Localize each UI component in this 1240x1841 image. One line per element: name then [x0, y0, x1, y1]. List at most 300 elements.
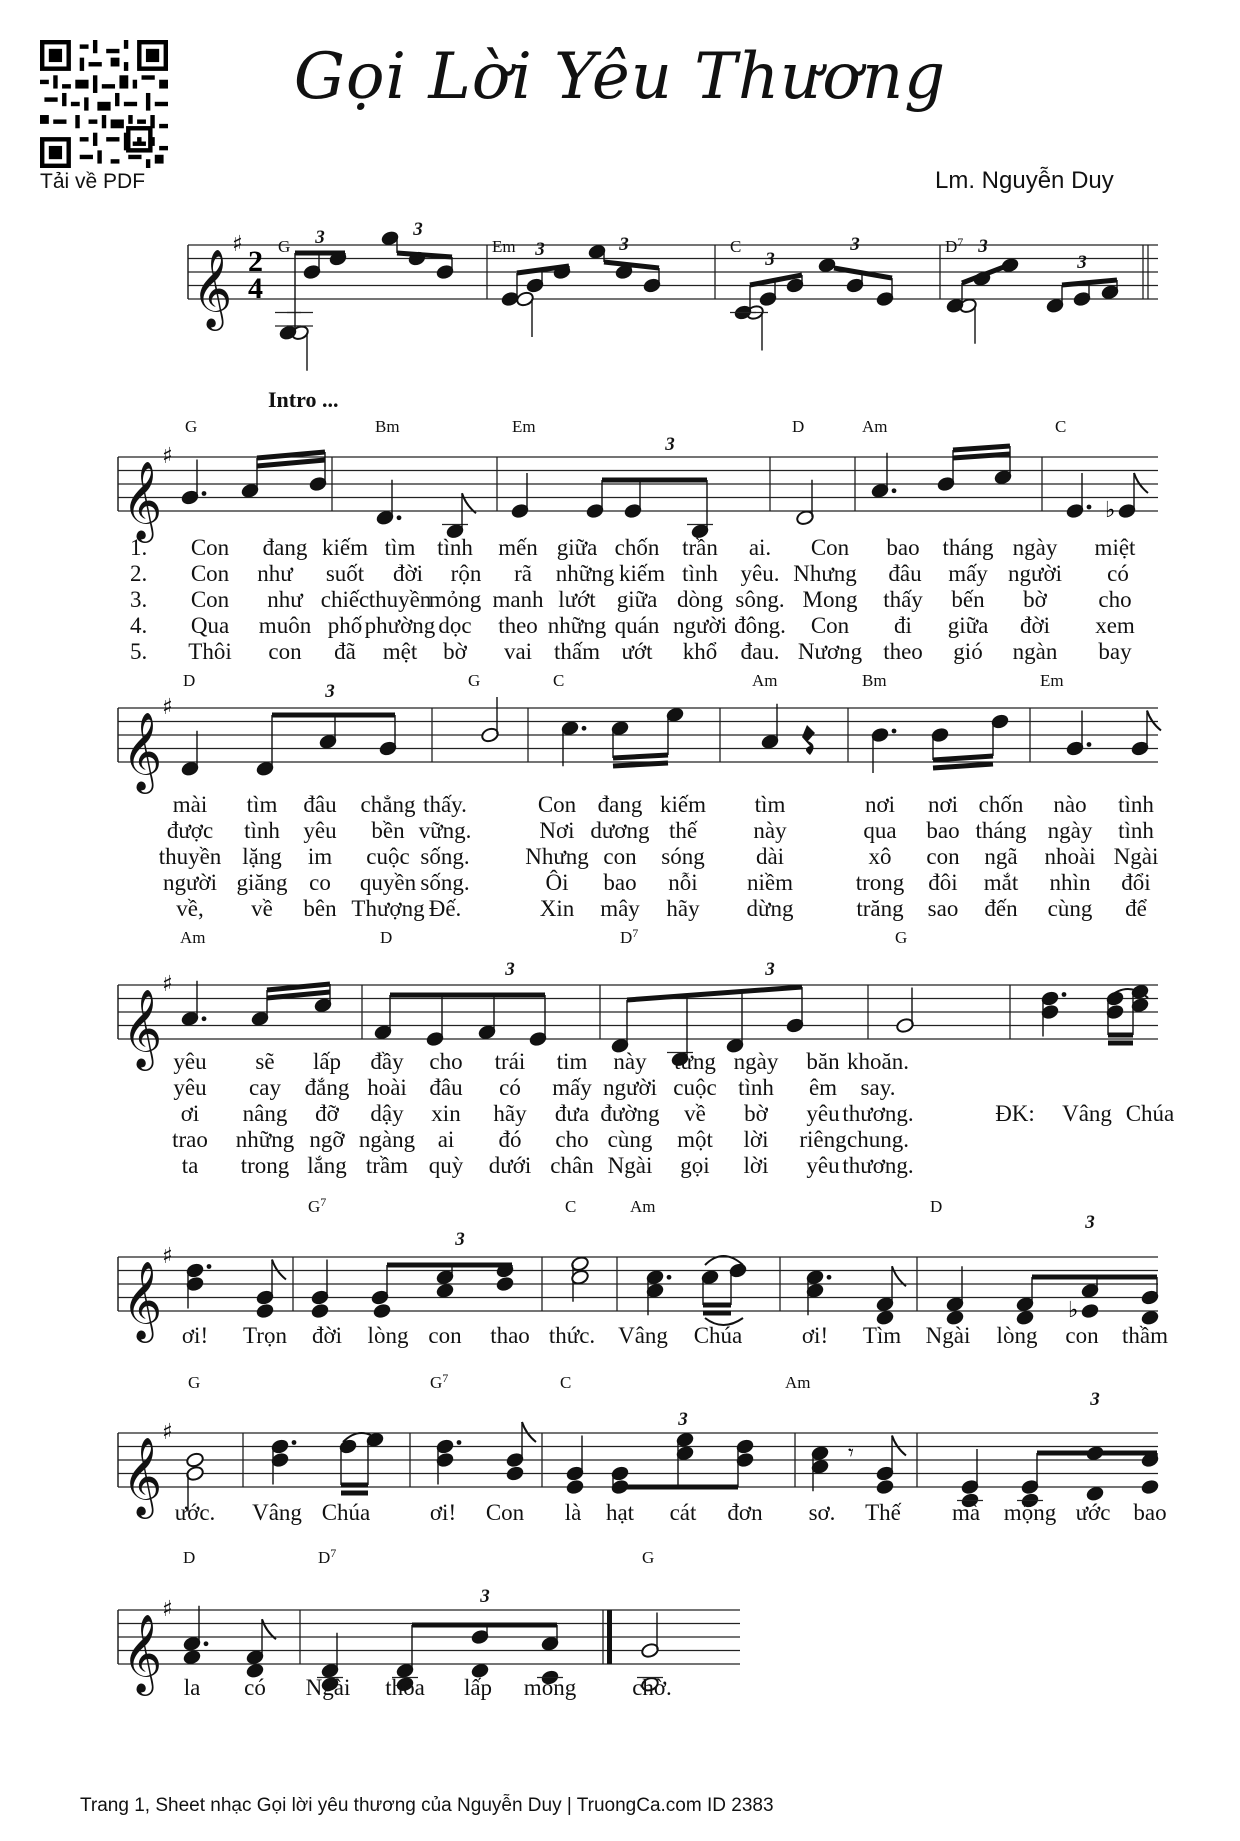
- lyric-syllable: bay: [1098, 639, 1132, 664]
- lyric-syllable: đang: [597, 792, 643, 817]
- note-dot: [397, 515, 402, 520]
- triplet-mark: 3: [480, 1586, 490, 1607]
- chord-symbol: Am: [752, 671, 778, 690]
- beam: [933, 756, 993, 760]
- lyric-syllable: có: [244, 1675, 266, 1700]
- note-dot: [892, 729, 897, 734]
- note-head: [945, 1309, 964, 1326]
- note: [1068, 1298, 1100, 1323]
- lyric-syllable: bờ: [744, 1101, 768, 1126]
- lyric-syllable: trăng: [856, 896, 904, 921]
- note: [180, 731, 199, 777]
- lyric-syllable: đưa: [554, 1101, 590, 1126]
- note-flag: [1147, 711, 1161, 731]
- lyric-syllable: thương.: [842, 1153, 914, 1178]
- key-sharp-icon: ♯: [162, 695, 173, 720]
- note: [640, 1613, 659, 1659]
- lyric-syllable: cuộc: [366, 844, 410, 869]
- slur: [705, 1318, 743, 1325]
- lyric-syllable: để: [1125, 896, 1147, 921]
- note: [1140, 1479, 1159, 1496]
- lyric-syllable: ngàn: [1012, 639, 1058, 664]
- note-head: [1085, 1485, 1104, 1502]
- lyric-syllable: về: [684, 1101, 706, 1126]
- lyric-syllable: đời: [311, 1323, 343, 1348]
- lyric-syllable: ơi!: [429, 1500, 457, 1525]
- lyric-syllable: đỡ: [315, 1101, 339, 1126]
- lyric-syllable: băn: [806, 1049, 840, 1074]
- note-head: [185, 1452, 204, 1469]
- triplet-mark: 3: [850, 234, 860, 255]
- lyric-syllable: cay: [249, 1075, 281, 1100]
- triplet-mark: 3: [1085, 1212, 1095, 1233]
- lyric-syllable: tim: [556, 1049, 588, 1074]
- lyric-syllable: sóng: [661, 844, 705, 869]
- lyric-syllable: hạt: [605, 1500, 635, 1525]
- lyric-syllable: thức.: [548, 1323, 596, 1348]
- lyric-syllable: Qua: [190, 613, 230, 638]
- lyric-syllable: la: [183, 1675, 201, 1700]
- lyric-syllable: Tìm: [862, 1323, 902, 1348]
- lyric-syllable: chốn: [614, 535, 660, 560]
- lyric-syllable: đời: [392, 561, 424, 586]
- note: [1017, 1492, 1043, 1509]
- lyric-syllable: ơi!: [181, 1323, 209, 1348]
- lyric-syllable: như: [267, 587, 303, 612]
- note-head: [182, 1649, 201, 1666]
- triplet-mark: 3: [1090, 1389, 1100, 1410]
- lyric-syllable: mỏng: [428, 587, 482, 612]
- lyric-syllable: bao: [603, 870, 637, 895]
- triplet-mark: 3: [619, 234, 629, 255]
- triplet-mark: 3: [678, 1409, 688, 1430]
- chord-symbol: $D^7$: [620, 926, 639, 947]
- beam: [613, 763, 668, 766]
- lyric-syllable: Con: [810, 535, 850, 560]
- lyric-syllable: manh: [492, 587, 544, 612]
- chord-symbol: Em: [492, 237, 516, 256]
- lyric-syllable: xin: [431, 1101, 461, 1126]
- lyric-syllable: đang: [262, 535, 308, 560]
- lyric-syllable: niềm: [747, 870, 793, 895]
- lyric-syllable: cuộc: [673, 1075, 717, 1100]
- lyric-syllable: cho: [429, 1049, 463, 1074]
- lyric-syllable: sơ.: [808, 1500, 836, 1525]
- lyric-syllable: chẳng: [360, 792, 416, 817]
- lyric-syllable: mong: [523, 1675, 577, 1700]
- lyric-syllable: lướt: [558, 587, 596, 612]
- lyric-syllable: tháng: [975, 818, 1027, 843]
- lyric-syllable: Nhưng: [525, 844, 589, 869]
- lyric-syllable: sống.: [420, 870, 470, 895]
- key-sharp-icon: ♯: [162, 972, 173, 997]
- chord-symbol: D: [183, 671, 196, 690]
- lyric-syllable: thế: [668, 818, 698, 843]
- note: [255, 1303, 274, 1320]
- note-dot: [827, 1275, 832, 1280]
- lyric-syllable: rộn: [450, 561, 482, 586]
- lyric-syllable: những: [547, 613, 607, 638]
- treble-clef-icon: 𝄞: [122, 1614, 163, 1693]
- lyric-syllable: Đế.: [428, 896, 462, 921]
- chord-symbol: Bm: [862, 671, 887, 690]
- lyric-syllable: trầm: [365, 1153, 409, 1178]
- lyric-syllable: tháng: [942, 535, 994, 560]
- lyric-syllable: như: [257, 561, 293, 586]
- lyric-syllable: đâu: [303, 792, 337, 817]
- note-flag: [892, 1436, 906, 1456]
- lyric-syllable: ĐK:: [995, 1101, 1035, 1126]
- lyric-syllable: tình: [682, 561, 718, 586]
- lyric-syllable: Con: [190, 561, 230, 586]
- note: [255, 1260, 286, 1306]
- lyric-syllable: có: [499, 1075, 521, 1100]
- lyric-syllable: Nơi: [539, 818, 575, 843]
- note: [565, 1436, 584, 1482]
- lyric-syllable: ước.: [174, 1500, 216, 1525]
- composer-name: Lm. Nguyễn Duy: [935, 167, 1114, 194]
- note: [1015, 1309, 1034, 1326]
- lyric-syllable: cùng: [607, 1127, 653, 1152]
- lyric-syllable: giữa: [556, 535, 598, 560]
- lyric-syllable: thuyền: [368, 587, 432, 612]
- note: [185, 1452, 204, 1469]
- beam: [604, 262, 659, 268]
- key-sharp-icon: ♯: [162, 1420, 173, 1445]
- chord-symbol: Am: [180, 928, 206, 947]
- chord-symbol: G: [642, 1548, 655, 1567]
- lyric-syllable: chờ.: [632, 1675, 672, 1700]
- treble-clef-icon: 𝄞: [122, 989, 163, 1068]
- lyric-syllable: Ngài: [305, 1675, 351, 1700]
- page-footer: Trang 1, Sheet nhạc Gọi lời yêu thương của Nguyễn Duy | TruongCa.com ID 2383: [80, 1795, 774, 1816]
- chord-symbol: G: [468, 671, 481, 690]
- note: [957, 1492, 983, 1509]
- triplet-mark: 3: [765, 249, 775, 270]
- lyric-syllable: thầm: [1122, 1323, 1168, 1348]
- lyric-syllable: đông.: [734, 613, 786, 638]
- chord-symbol: C: [553, 671, 565, 690]
- lyric-syllable: Con: [190, 587, 230, 612]
- lyric-syllable: yêu: [303, 818, 337, 843]
- lyric-syllable: Xin: [539, 896, 575, 921]
- note: [870, 453, 896, 499]
- note: [510, 473, 529, 519]
- lyric-syllable: Nương: [797, 639, 863, 664]
- note: [442, 493, 476, 539]
- chord-symbol: G: [895, 928, 908, 947]
- lyric-syllable: bền: [371, 818, 405, 843]
- note-head: [435, 1282, 454, 1299]
- lyric-syllable: đời: [1019, 613, 1051, 638]
- note-dot: [292, 1440, 297, 1445]
- lyric-syllable: Thượng: [351, 896, 425, 921]
- lyric-syllable: hoài: [367, 1075, 407, 1100]
- note: [317, 1676, 343, 1693]
- note: [537, 1669, 563, 1686]
- note: [960, 1449, 979, 1495]
- treble-clef-icon: 𝄞: [122, 712, 163, 791]
- lyric-syllable: ướt: [621, 639, 653, 664]
- note-head: [565, 1479, 584, 1496]
- lyric-syllable: giữa: [947, 613, 989, 638]
- chord-symbol: $D^7$: [945, 235, 964, 256]
- chord-symbol: C: [1055, 417, 1067, 436]
- verse-number: 3.: [130, 587, 148, 612]
- treble-clef-icon: 𝄞: [122, 1261, 163, 1340]
- lyric-syllable: mắt: [983, 870, 1019, 895]
- note: [1065, 711, 1091, 757]
- lyric-syllable: khổ: [682, 639, 718, 664]
- lyric-syllable: bên: [303, 896, 337, 921]
- staff-system-5: [118, 1244, 1158, 1343]
- triplet-mark: 3: [505, 959, 515, 980]
- lyric-syllable: đổi: [1121, 870, 1151, 895]
- lyric-syllable: có: [1107, 561, 1129, 586]
- lyric-syllable: thấm: [554, 639, 600, 664]
- lyric-syllable: bờ: [443, 639, 467, 664]
- time-signature-top: 2: [248, 245, 263, 278]
- lyric-syllable: trần: [682, 535, 718, 560]
- triplet-mark: 3: [315, 227, 325, 248]
- lyric-syllable: Ngài: [1113, 844, 1159, 869]
- lyric-syllable: theo: [498, 613, 538, 638]
- beam: [1062, 280, 1117, 285]
- triplet-mark: 3: [455, 1229, 465, 1250]
- chord-symbol: Am: [862, 417, 888, 436]
- lyric-syllable: mấy: [552, 1075, 592, 1100]
- note: [182, 1649, 201, 1666]
- lyric-syllable: mây: [600, 896, 640, 921]
- lyric-syllable: dài: [755, 844, 785, 869]
- note-head: [640, 1676, 659, 1693]
- chord-symbol: Em: [512, 417, 536, 436]
- lyric-syllable: người: [162, 870, 218, 895]
- note: [435, 1282, 454, 1299]
- lyric-syllable: tình: [244, 818, 280, 843]
- lyric-syllable: ngã: [984, 844, 1018, 869]
- lyric-syllable: lấp: [463, 1675, 493, 1700]
- beam: [834, 268, 892, 278]
- note-flag: [1134, 473, 1148, 493]
- note: [372, 1303, 391, 1320]
- note: [1085, 1485, 1104, 1502]
- triplet-mark: 3: [1077, 252, 1087, 273]
- lyric-syllable: tìm: [246, 792, 278, 817]
- lyric-syllable: đâu: [429, 1075, 463, 1100]
- lyric-syllable: một: [677, 1127, 713, 1152]
- beam: [613, 755, 668, 758]
- note: [505, 1465, 524, 1482]
- lyric-syllable: Thôi: [188, 639, 232, 664]
- note: [870, 727, 896, 773]
- lyric-syllable: mệt: [382, 639, 418, 664]
- lyric-syllable: lặng: [242, 844, 282, 869]
- note: [1140, 1309, 1159, 1326]
- beam: [267, 992, 330, 998]
- note: [1130, 711, 1161, 757]
- lyric-syllable: Ngài: [607, 1153, 653, 1178]
- lyric-syllable: sông.: [735, 587, 785, 612]
- lyric-syllable: say.: [860, 1075, 896, 1100]
- chord-symbol: C: [565, 1197, 577, 1216]
- lyric-syllable: gọi: [680, 1153, 710, 1178]
- lyric-syllable: dậy: [370, 1101, 404, 1126]
- lyric-syllable: dòng: [677, 587, 723, 612]
- lyric-syllable: bao: [886, 535, 920, 560]
- triplet-mark: 3: [325, 681, 335, 702]
- note-head: [470, 1662, 489, 1679]
- treble-clef-icon: 𝄞: [122, 1437, 163, 1516]
- lyric-syllable: giăng: [236, 870, 288, 895]
- lyric-syllable: kiếm: [619, 561, 665, 586]
- lyric-syllable: dưới: [488, 1153, 532, 1178]
- note: [320, 1633, 339, 1679]
- lyric-syllable: tình: [1118, 792, 1154, 817]
- lyric-syllable: về,: [176, 896, 204, 921]
- lyric-syllable: rã: [514, 561, 532, 586]
- note: [310, 1303, 329, 1320]
- quarter-rest-icon: [802, 725, 815, 755]
- lyric-syllable: mà: [951, 1500, 981, 1525]
- note: [875, 1479, 894, 1496]
- chord-symbol: D: [380, 928, 393, 947]
- lyric-syllable: phường: [364, 613, 436, 638]
- note-flag: [272, 1260, 286, 1280]
- staff-system-3: [118, 695, 1158, 794]
- note-head: [320, 1676, 339, 1693]
- lyric-syllable: mấy: [948, 561, 988, 586]
- lyric-syllable: sẽ: [255, 1049, 275, 1074]
- lyric-syllable: Thế: [865, 1500, 901, 1525]
- note-dot: [1087, 505, 1092, 510]
- triplet-mark: 3: [535, 239, 545, 260]
- note-dot: [1087, 742, 1092, 747]
- chord-symbol: G: [188, 1373, 201, 1392]
- lyric-syllable: quyền: [359, 870, 417, 895]
- chord-symbol: $G^7$: [430, 1371, 449, 1392]
- lyric-syllable: mộng: [1003, 1500, 1057, 1525]
- lyric-syllable: đến: [984, 896, 1018, 921]
- lyric-syllable: yêu: [173, 1049, 207, 1074]
- note: [1065, 473, 1091, 519]
- lyric-syllable: ngàng: [358, 1127, 416, 1152]
- chord-symbol: $G^7$: [308, 1195, 327, 1216]
- chord-symbol: Bm: [375, 417, 400, 436]
- lyric-syllable: Vâng: [618, 1323, 668, 1348]
- lyric-syllable: lời: [743, 1153, 769, 1178]
- intro-label: Intro ...: [268, 387, 339, 412]
- note: [480, 697, 499, 743]
- lyric-syllable: Chúa: [321, 1500, 371, 1525]
- lyric-syllable: bao: [1133, 1500, 1167, 1525]
- triplet-mark: 3: [978, 236, 988, 257]
- note-dot: [667, 1275, 672, 1280]
- lyric-syllable: theo: [883, 639, 923, 664]
- lyric-syllable: đi: [894, 613, 912, 638]
- note: [667, 1051, 693, 1068]
- note-dot: [457, 1440, 462, 1445]
- lyric-syllable: mài: [172, 792, 208, 817]
- lyric-syllable: tình: [738, 1075, 774, 1100]
- note-head: [255, 1303, 274, 1320]
- lyric-syllable: người: [1007, 561, 1063, 586]
- note: [687, 523, 713, 540]
- chord-symbol: D: [792, 417, 805, 436]
- lyric-syllable: tìm: [384, 535, 416, 560]
- flat-icon: ♭: [1105, 498, 1116, 523]
- lyric-syllable: xô: [868, 844, 892, 869]
- lyric-syllable: lời: [743, 1127, 769, 1152]
- note-head: [875, 1479, 894, 1496]
- note-flag: [892, 1266, 906, 1286]
- chord-symbol: Am: [630, 1197, 656, 1216]
- lyric-syllable: đó: [498, 1127, 522, 1152]
- key-sharp-icon: ♯: [162, 1597, 173, 1622]
- lyric-syllable: cùng: [1047, 896, 1093, 921]
- lyric-syllable: con: [603, 844, 637, 869]
- note-flag: [462, 493, 476, 513]
- lyric-syllable: Con: [485, 1500, 525, 1525]
- chord-symbol: G: [185, 417, 198, 436]
- note: [495, 1276, 514, 1293]
- note: [875, 1309, 894, 1326]
- lyric-syllable: yêu: [173, 1075, 207, 1100]
- lyric-syllable: đã: [334, 639, 356, 664]
- lyric-syllable: sống.: [420, 844, 470, 869]
- chord-symbol: D: [183, 1548, 196, 1567]
- note: [392, 1676, 418, 1693]
- lyric-syllable: thỏa: [385, 1675, 425, 1700]
- lyric-syllable: êm: [808, 1075, 838, 1100]
- lyric-syllable: riêng: [799, 1127, 847, 1152]
- lyric-syllable: trao: [172, 1127, 208, 1152]
- note: [185, 1465, 204, 1511]
- lyric-syllable: Con: [810, 613, 850, 638]
- lyric-syllable: Con: [190, 535, 230, 560]
- lyric-syllable: vai: [503, 639, 533, 664]
- lyric-syllable: Nhưng: [793, 561, 857, 586]
- note-flag: [262, 1619, 276, 1639]
- lyric-syllable: lấp: [312, 1049, 342, 1074]
- triplet-mark: 3: [413, 219, 423, 240]
- lyric-syllable: hãy: [666, 896, 700, 921]
- verse-number: 1.: [130, 535, 148, 560]
- lyric-syllable: lòng: [996, 1323, 1038, 1348]
- lyric-syllable: ơi!: [801, 1323, 829, 1348]
- note-dot: [202, 491, 207, 496]
- lyric-syllable: bờ: [1023, 587, 1047, 612]
- note-head: [1140, 1479, 1159, 1496]
- lyric-syllable: người: [672, 613, 728, 638]
- lyric-syllable: đường: [600, 1101, 660, 1126]
- lyric-syllable: lắng: [307, 1153, 347, 1178]
- note-head: [875, 1309, 894, 1326]
- lyric-syllable: đôi: [928, 870, 958, 895]
- lyric-syllable: trong: [240, 1153, 290, 1178]
- lyric-syllable: trong: [855, 870, 905, 895]
- note-dot: [892, 488, 897, 493]
- download-pdf-link[interactable]: Tải về PDF: [40, 170, 146, 193]
- lyric-syllable: quỳ: [428, 1153, 464, 1178]
- chord-symbol: C: [730, 237, 742, 256]
- chord-symbol: G: [278, 237, 291, 256]
- lyric-syllable: thấy.: [423, 792, 467, 817]
- note-head: [372, 1303, 391, 1320]
- lyric-syllable: Trọn: [243, 1323, 287, 1348]
- note: [875, 1266, 906, 1312]
- lyric-syllable: đau.: [740, 639, 780, 664]
